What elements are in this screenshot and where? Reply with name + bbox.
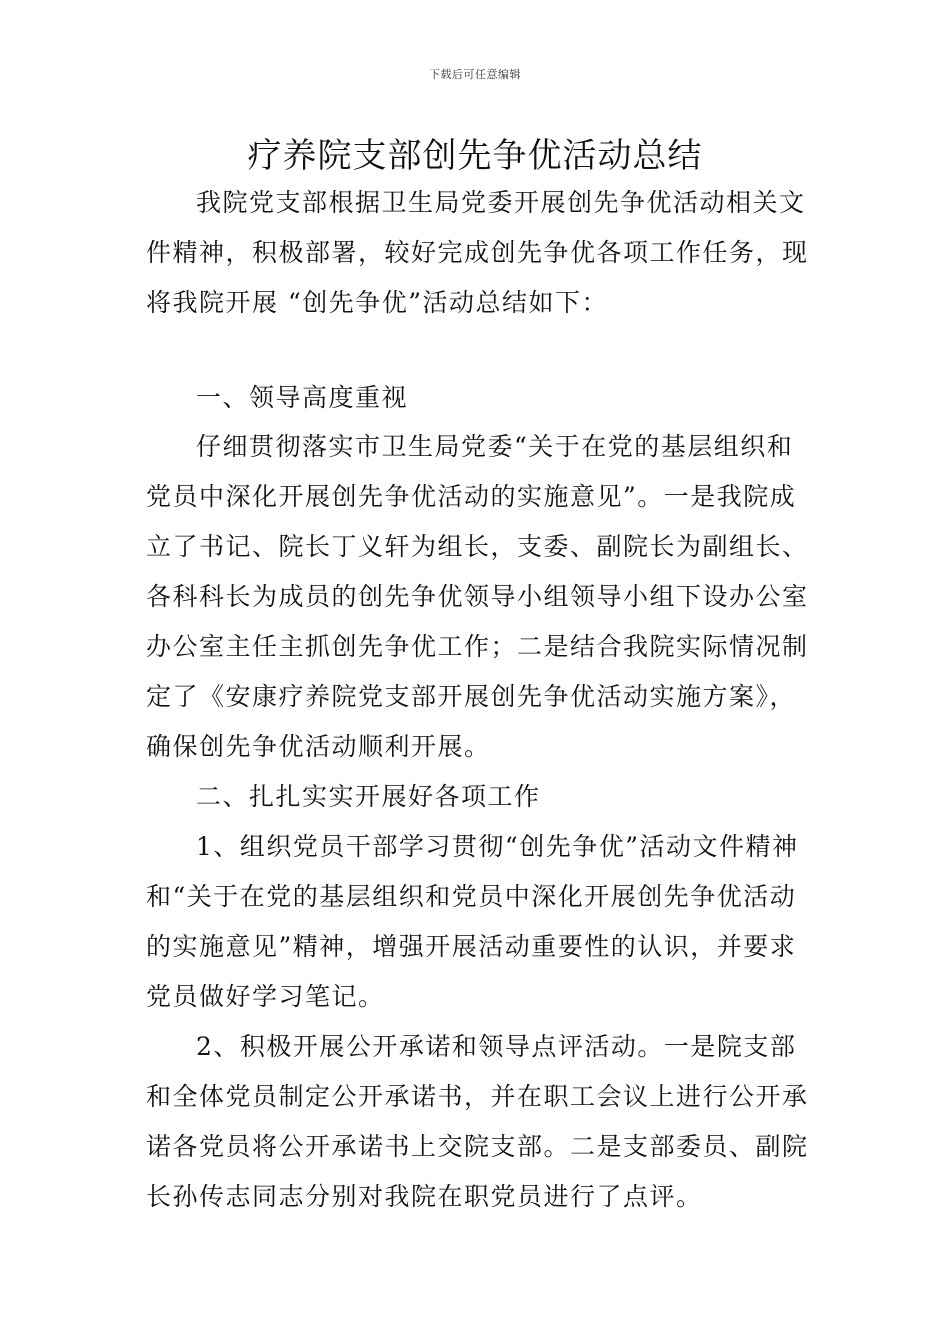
section1-heading-text: 一、领导高度重视	[196, 383, 409, 412]
section2-item-2	[146, 1022, 810, 1222]
section2-item-2-text: 2、积极开展公开承诺和领导点评活动。一是院支部和全体党员制定公开承诺书，并在职工会议上进行公开承诺各党员将公开承诺书上交院支部。二是支部委员、副院长孙传志同志分别对我院在职党员进行了点评。	[146, 1032, 809, 1211]
section2-item-1	[146, 822, 810, 1022]
download-note: 下载后可任意编辑	[429, 68, 521, 81]
section2-item-1-text: 1、组织党员干部学习贯彻“创先争优”活动文件精神和“关于在党的基层组织和党员中深化开展创先争优活动的实施意见”精神，增强开展活动重要性的认识，并要求党员做好学习笔记。	[146, 832, 799, 1011]
intro-text: 我院党支部根据卫生局党委开展创先争优活动相关文件精神，积极部署，较好完成创先争优各项工作任务，现将我院开展 “创先争优”活动总结如下：	[146, 188, 809, 317]
intro-paragraph	[146, 178, 810, 328]
section2-heading	[146, 772, 810, 822]
section1-body-text: 仔细贯彻落实市卫生局党委“关于在党的基层组织和党员中深化开展创先争优活动的实施意见”。一是我院成立了书记、院长丁义轩为组长，支委、副院长为副组长、各科科长为成员的创先争优领导小组领导小组下设办公室办公室主任主抓创先争优工作；二是结合我院实际情况制定了《安康疗养院党支部开展创先争优活动实施方案》，确保创先争优活动顺利开展。	[146, 432, 809, 761]
section1-heading	[146, 373, 810, 423]
section2-heading-text: 二、扎扎实实开展好各项工作	[196, 782, 541, 811]
section1-body	[146, 422, 810, 772]
document-title: 疗养院支部创先争优活动总结	[247, 136, 703, 176]
